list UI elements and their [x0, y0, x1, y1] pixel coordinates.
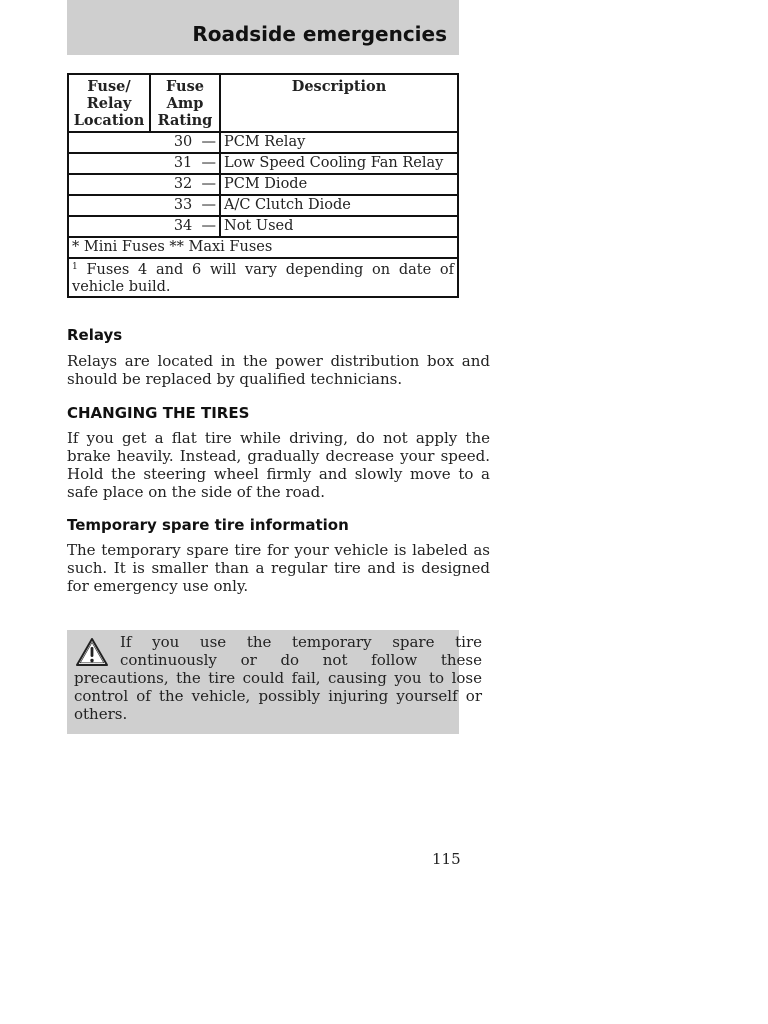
spare-tire-heading: Temporary spare tire information: [67, 516, 349, 534]
location-value: 30: [173, 134, 193, 150]
spare-tire-text: The temporary spare tire for your vehicle is labeled as such. It is smaller than a regular tire and is designed for emergency use only.: [67, 541, 490, 595]
relays-text: Relays are located in the power distribution box and should be replaced by qualified technicians.: [67, 352, 490, 388]
changing-tires-heading: CHANGING THE TIRES: [67, 404, 250, 422]
legend-row: [68, 237, 458, 258]
page-number: 115: [432, 850, 461, 868]
location-value: 34: [173, 218, 193, 234]
fuse-description: Not Used: [220, 216, 458, 237]
rating-value: —: [201, 218, 216, 234]
relays-heading: Relays: [67, 326, 123, 344]
rating-value: —: [201, 197, 216, 213]
location-value: 31: [173, 155, 193, 171]
header-rating: Fuse Amp Rating: [150, 74, 220, 132]
fuse-footnote: [68, 258, 458, 297]
header-description: Description: [220, 74, 458, 132]
page-title: Roadside emergencies: [192, 22, 447, 46]
fuse-description: PCM Relay: [220, 132, 458, 153]
table-row: [68, 195, 458, 216]
fuse-table: [67, 73, 459, 298]
warning-text-wrap: [74, 633, 482, 723]
page-header: [67, 0, 459, 55]
warning-text: If you use the temporary spare tire continuously or do not follow these precautions, the tire could fail, causing you to lose control of the vehicle, possibly injuring yourself or others.: [74, 633, 482, 723]
fuse-description: Low Speed Cooling Fan Relay: [220, 153, 458, 174]
fuse-table-header-row: [68, 74, 458, 132]
fuse-description: A/C Clutch Diode: [220, 195, 458, 216]
rating-value: —: [201, 176, 216, 192]
rating-value: —: [201, 134, 216, 150]
warning-box: [67, 630, 482, 734]
footnote-marker: 1: [72, 262, 78, 272]
table-row: [68, 153, 458, 174]
fuse-location: [68, 132, 220, 153]
rating-value: —: [201, 155, 216, 171]
table-row: [68, 132, 458, 153]
fuse-location: [68, 216, 220, 237]
footnote-row: [68, 258, 458, 297]
fuse-location: [68, 195, 220, 216]
footnote-text: Fuses 4 and 6 will vary depending on date of vehicle build.: [72, 262, 455, 295]
fuse-legend: * Mini Fuses ** Maxi Fuses: [68, 237, 458, 258]
fuse-location: [68, 174, 220, 195]
fuse-location: [68, 153, 220, 174]
table-row: [68, 216, 458, 237]
table-row: [68, 174, 458, 195]
header-location: Fuse/ Relay Location: [68, 74, 150, 132]
changing-tires-text: If you get a flat tire while driving, do not apply the brake heavily. Instead, gradually decrease your speed. Hold the steering wheel firmly and slowly move to a safe place on the side of the road.: [67, 429, 490, 501]
location-value: 32: [173, 176, 193, 192]
location-value: 33: [173, 197, 193, 213]
fuse-description: PCM Diode: [220, 174, 458, 195]
